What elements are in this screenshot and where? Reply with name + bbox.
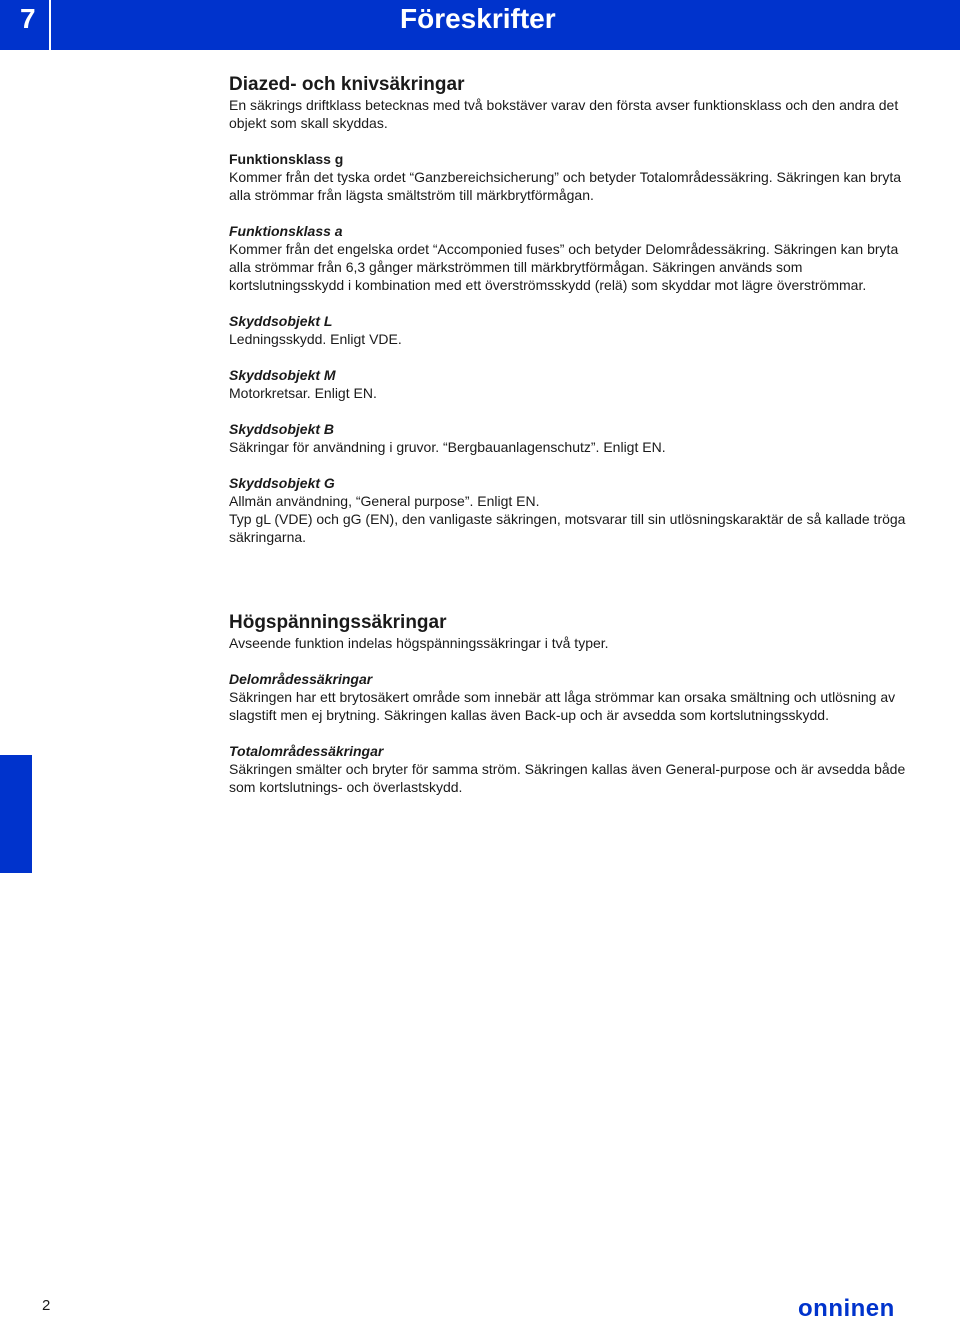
- partial-range-heading: Delområdessäkringar: [229, 671, 373, 687]
- diazed-intro: En säkrings driftklass betecknas med två bokstäver varav den första avser funktionsklass och den andra det objekt som skall skyddas.: [229, 97, 899, 131]
- chapter-side-tab: [0, 755, 32, 873]
- full-range-text: Säkringen smälter och bryter för samma ström. Säkringen kallas även General-purpose och är avsedda både som kortslutnings- och överlastskydd.: [229, 761, 906, 795]
- object-b-text: Säkringar för användning i gruvor. “Bergbauanlagenschutz”. Enligt EN.: [229, 439, 666, 455]
- full-range-heading: Totalområdessäkringar: [229, 743, 384, 759]
- section-title-diazed: Diazed- och knivsäkringar: [229, 74, 465, 95]
- section-title-high-voltage: Högspänningssäkringar: [229, 612, 447, 633]
- class-g-text: Kommer från det tyska ordet “Ganzbereichsicherung” och betyder Totalområdessäkring. Säkringen kan bryta alla strömmar från lägsta smältström till märkbrytförmågan.: [229, 169, 902, 203]
- onninen-logo: onninen: [798, 1295, 895, 1322]
- class-g-heading: Funktionsklass g: [229, 151, 344, 167]
- object-g-heading: Skyddsobjekt G: [229, 475, 335, 491]
- object-b-heading: Skyddsobjekt B: [229, 421, 335, 437]
- page-content: [229, 74, 909, 796]
- object-l-text: Ledningsskydd. Enligt VDE.: [229, 331, 402, 347]
- header-divider: [49, 0, 51, 50]
- page-number: 2: [42, 1297, 51, 1314]
- chapter-number: 7: [20, 3, 36, 34]
- object-l-heading: Skyddsobjekt L: [229, 313, 333, 329]
- class-a-heading: Funktionsklass a: [229, 223, 343, 239]
- object-m-text: Motorkretsar. Enligt EN.: [229, 385, 377, 401]
- chapter-title: Föreskrifter: [400, 3, 556, 34]
- high-voltage-intro: Avseende funktion indelas högspänningssäkringar i två typer.: [229, 635, 609, 651]
- chapter-header-bar: [0, 0, 960, 50]
- partial-range-text: Säkringen har ett brytosäkert område som innebär att låga strömmar kan orsaka smältning och utlösning av slagstift men ej brytning. Säkringen kallas även Back-up och är avsedda som kortslutningsskydd.: [229, 689, 896, 723]
- object-g-text: Allmän användning, “General purpose”. Enligt EN.: [229, 493, 540, 509]
- class-a-text: Kommer från det engelska ordet “Accomponied fuses” och betyder Delområdessäkring. Säkringen kan bryta alla strömmar från 6,3 gånger märkströmmen till märkbrytförmågan. Säkringen används som kortslutningsskydd i kombination med ett överströmsskydd (relä) som skyddar mot lägre överströmmar.: [229, 241, 899, 293]
- object-m-heading: Skyddsobjekt M: [229, 367, 336, 383]
- fuse-type-text: Typ gL (VDE) och gG (EN), den vanligaste säkringen, motsvarar till sin utlösningskaraktär de så kallade tröga säkringarna.: [229, 511, 906, 545]
